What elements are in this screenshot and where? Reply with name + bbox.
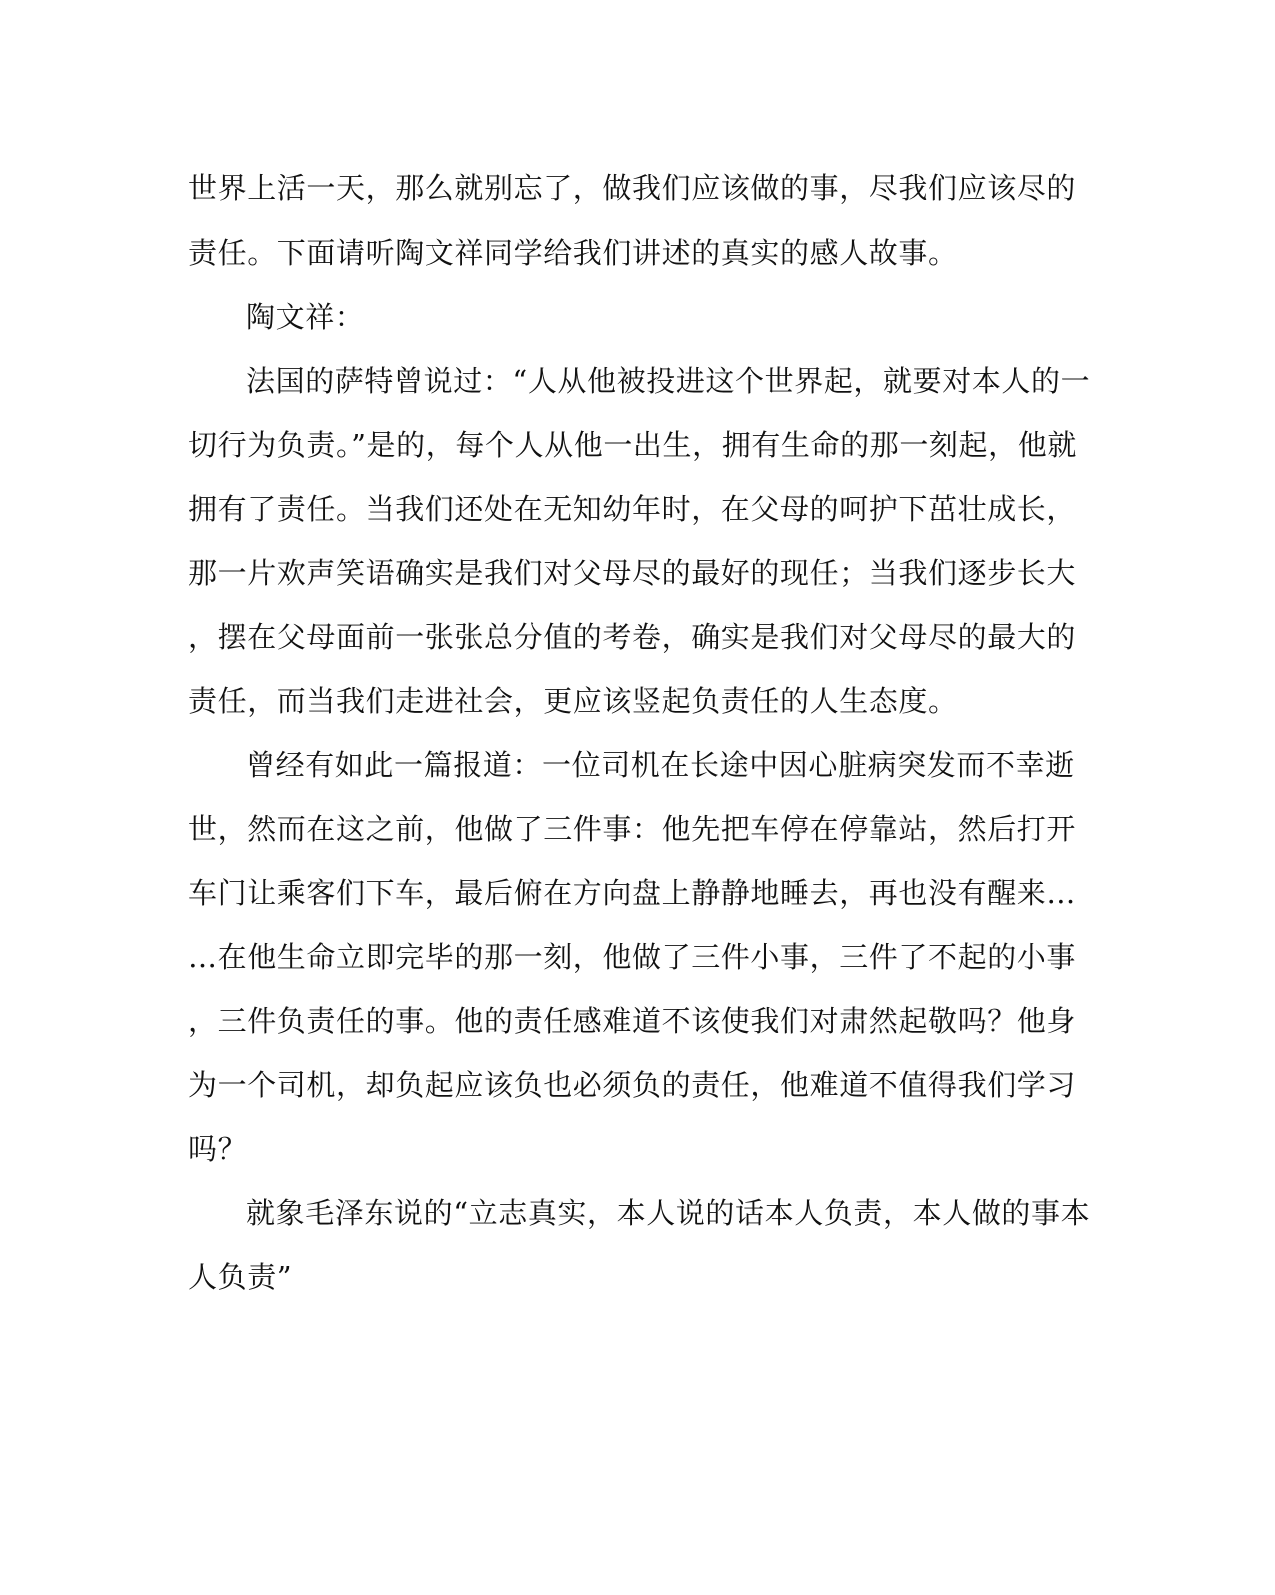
- text-line: 人负责”: [188, 1260, 293, 1294]
- text-line: 车门让乘客们下车，最后俯在方向盘上静静地睡去，再也没有醒来…: [188, 876, 1077, 910]
- text-line: 吗？: [188, 1132, 248, 1166]
- text-line: 切行为负责。”是的，每个人从他一出生，拥有生命的那一刻起，他就: [188, 428, 1077, 462]
- text-line: 那一片欢声笑语确实是我们对父母尽的最好的现任；当我们逐步长大: [188, 556, 1077, 590]
- text-line: ，三件负责任的事。他的责任感难道不该使我们对肃然起敬吗？他身: [188, 1004, 1077, 1038]
- text-line: 责任。下面请听陶文祥同学给我们讲述的真实的感人故事。: [188, 236, 958, 270]
- speaker-name: 陶文祥：: [246, 300, 365, 334]
- text-line: 就象毛泽东说的“立志真实，本人说的话本人负责，本人做的事本: [246, 1196, 1091, 1230]
- text-line: ，摆在父母面前一张张总分值的考卷，确实是我们对父母尽的最大的: [188, 620, 1077, 654]
- text-line: …在他生命立即完毕的那一刻，他做了三件小事，三件了不起的小事: [188, 940, 1077, 974]
- text-line: 责任，而当我们走进社会，更应该竖起负责任的人生态度。: [188, 684, 958, 718]
- text-line: 拥有了责任。当我们还处在无知幼年时，在父母的呵护下茁壮成长，: [188, 492, 1077, 526]
- text-line: 世，然而在这之前，他做了三件事：他先把车停在停靠站，然后打开: [188, 812, 1077, 846]
- text-line: 曾经有如此一篇报道：一位司机在长途中因心脏病突发而不幸逝: [246, 748, 1075, 782]
- text-line: 世界上活一天，那么就别忘了，做我们应该做的事，尽我们应该尽的: [188, 171, 1077, 205]
- text-line: 为一个司机，却负起应该负也必须负的责任，他难道不值得我们学习: [188, 1068, 1077, 1102]
- text-line: 法国的萨特曾说过：“人从他被投进这个世界起，就要对本人的一: [246, 364, 1091, 398]
